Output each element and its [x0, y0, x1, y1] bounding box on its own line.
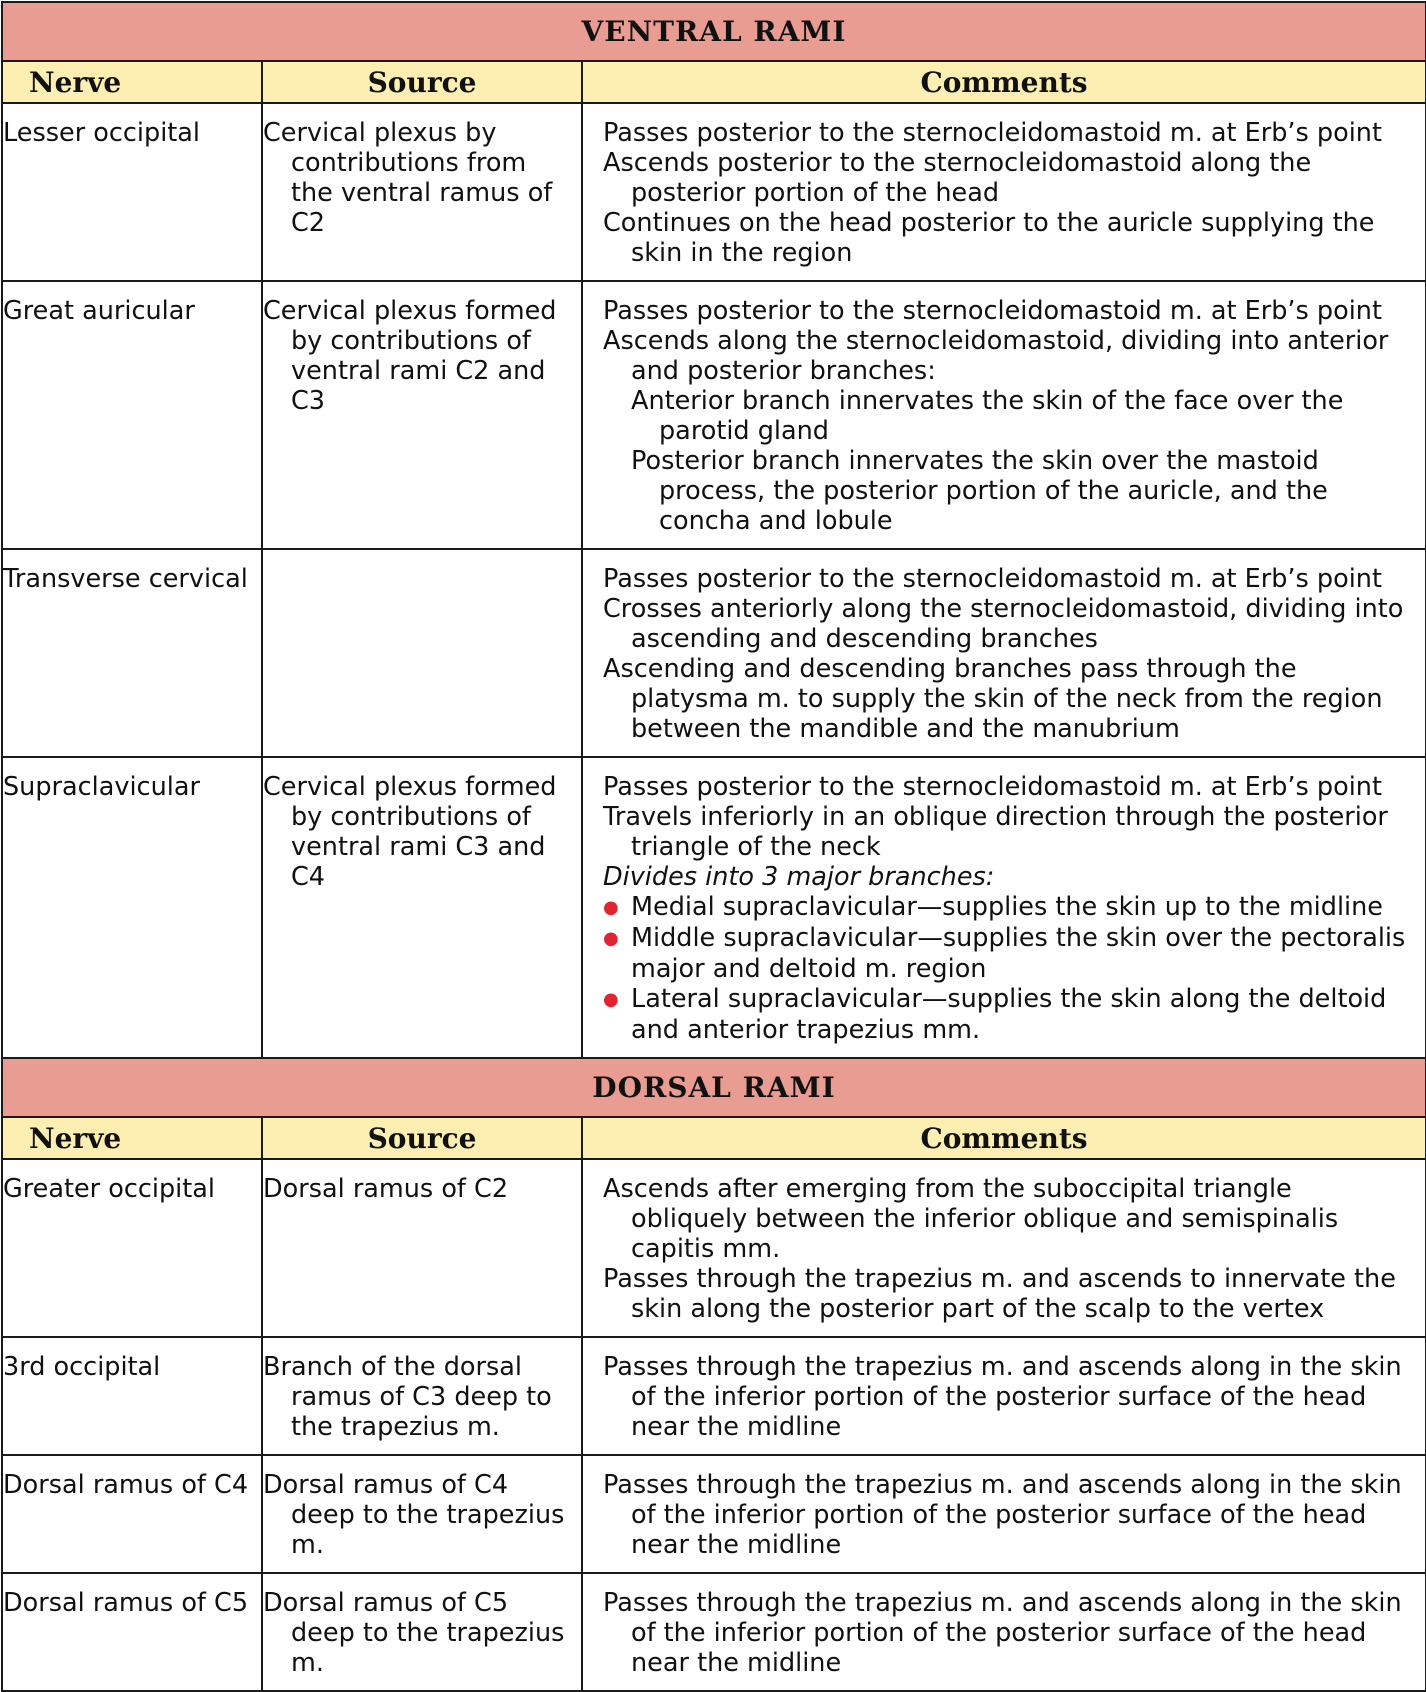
- dorsal-title: DORSAL RAMI: [2, 1058, 1426, 1117]
- nerve-cell: 3rd occipital: [3, 1352, 161, 1382]
- table-row: [2, 103, 1426, 281]
- source-cell: [263, 550, 581, 576]
- comment-line: Travels inferiorly in an oblique direction through the posterior triangle of the neck: [603, 802, 1388, 862]
- comment-line: Passes posterior to the sternocleidomastoid m. at Erb’s point: [603, 118, 1382, 148]
- comment-line: Ascends after emerging from the suboccipital triangle obliquely between the inferior oblique and semispinalis capitis mm.: [603, 1174, 1339, 1264]
- comments-cell: [583, 1338, 1425, 1454]
- nerve-header: Nerve: [2, 61, 262, 103]
- table-row: [2, 757, 1426, 1058]
- comments-cell: [583, 1160, 1425, 1336]
- nerve-cell: Great auricular: [3, 296, 195, 326]
- source-header: Source: [262, 1117, 582, 1159]
- bullet-item: [603, 923, 1413, 984]
- comment-line: Crosses anteriorly along the sternocleidomastoid, dividing into ascending and descending branches: [603, 594, 1404, 654]
- comment-line: Passes through the trapezius m. and ascends to innervate the skin along the posterior part of the scalp to the vertex: [603, 1264, 1396, 1324]
- bullet-dot-icon: ●: [603, 928, 619, 949]
- italic-line: Divides into 3 major branches:: [603, 862, 995, 892]
- column-header-row: [2, 61, 1426, 103]
- ventral-title: VENTRAL RAMI: [2, 2, 1426, 61]
- nerve-table: [1, 1, 1426, 1692]
- table-row: [2, 1159, 1426, 1337]
- bullet-text: Lateral supraclavicular—supplies the skin along the deltoid and anterior trapezius mm.: [631, 984, 1387, 1045]
- section-header-ventral: [2, 2, 1426, 61]
- comment-line: Continues on the head posterior to the auricle supplying the skin in the region: [603, 208, 1375, 268]
- bullet-text: Medial supraclavicular—supplies the skin up to the midline: [631, 892, 1383, 922]
- comment-line: Passes through the trapezius m. and ascends along in the skin of the inferior portion of the posterior surface of the head near the midline: [603, 1470, 1402, 1560]
- source-cell: Dorsal ramus of C5 deep to the trapezius m.: [263, 1588, 565, 1678]
- bullet-item: [603, 984, 1413, 1045]
- table-row: [2, 281, 1426, 549]
- subcomment-line: Anterior branch innervates the skin of the face over the parotid gland: [631, 386, 1344, 446]
- nerve-cell: Dorsal ramus of C5: [3, 1588, 249, 1618]
- comment-line: Passes through the trapezius m. and ascends along in the skin of the inferior portion of the posterior surface of the head near the midline: [603, 1588, 1402, 1678]
- column-header-row: [2, 1117, 1426, 1159]
- nerve-cell: Supraclavicular: [3, 772, 200, 802]
- comments-header: Comments: [582, 61, 1426, 103]
- comments-cell: [583, 104, 1425, 280]
- bullet-text: Middle supraclavicular—supplies the skin over the pectoralis major and deltoid m. region: [631, 923, 1406, 984]
- comments-cell: [583, 758, 1425, 1057]
- comments-cell: [583, 282, 1425, 548]
- comments-cell: [583, 1456, 1425, 1572]
- bullet-item: [603, 892, 1413, 923]
- source-cell: Cervical plexus by contributions from the ventral ramus of C2: [263, 118, 553, 238]
- source-cell: Dorsal ramus of C4 deep to the trapezius m.: [263, 1470, 565, 1560]
- source-cell: Branch of the dorsal ramus of C3 deep to the trapezius m.: [263, 1352, 552, 1442]
- section-header-dorsal: [2, 1058, 1426, 1117]
- nerve-cell: Greater occipital: [3, 1174, 215, 1204]
- table-row: [2, 1573, 1426, 1691]
- table-row: [2, 1337, 1426, 1455]
- comment-line: Ascends along the sternocleidomastoid, dividing into anterior and posterior branches:: [603, 326, 1389, 386]
- table-row: [2, 549, 1426, 757]
- nerve-header: Nerve: [2, 1117, 262, 1159]
- comments-cell: [583, 550, 1425, 756]
- comment-line: Passes posterior to the sternocleidomastoid m. at Erb’s point: [603, 564, 1382, 594]
- comment-line: Ascends posterior to the sternocleidomastoid along the posterior portion of the head: [603, 148, 1312, 208]
- bullet-dot-icon: ●: [603, 897, 619, 918]
- source-cell: Cervical plexus formed by contributions of ventral rami C2 and C3: [263, 296, 557, 416]
- source-header: Source: [262, 61, 582, 103]
- source-cell: Cervical plexus formed by contributions of ventral rami C3 and C4: [263, 772, 557, 892]
- comment-line: Passes posterior to the sternocleidomastoid m. at Erb’s point: [603, 772, 1382, 802]
- nerve-cell: Transverse cervical: [3, 564, 248, 594]
- subcomment-line: Posterior branch innervates the skin over the mastoid process, the posterior portion of the auricle, and the concha and lobule: [631, 446, 1328, 536]
- nerve-cell: Lesser occipital: [3, 118, 201, 148]
- table-row: [2, 1455, 1426, 1573]
- nerve-cell: Dorsal ramus of C4: [3, 1470, 249, 1500]
- comments-header: Comments: [582, 1117, 1426, 1159]
- comment-line: Passes posterior to the sternocleidomastoid m. at Erb’s point: [603, 296, 1382, 326]
- bullet-dot-icon: ●: [603, 989, 619, 1010]
- comment-line: Passes through the trapezius m. and ascends along in the skin of the inferior portion of the posterior surface of the head near the midline: [603, 1352, 1402, 1442]
- comment-line: Ascending and descending branches pass through the platysma m. to supply the skin of the neck from the region between the mandible and the manubrium: [603, 654, 1383, 744]
- comments-cell: [583, 1574, 1425, 1690]
- source-cell: Dorsal ramus of C2: [263, 1174, 509, 1204]
